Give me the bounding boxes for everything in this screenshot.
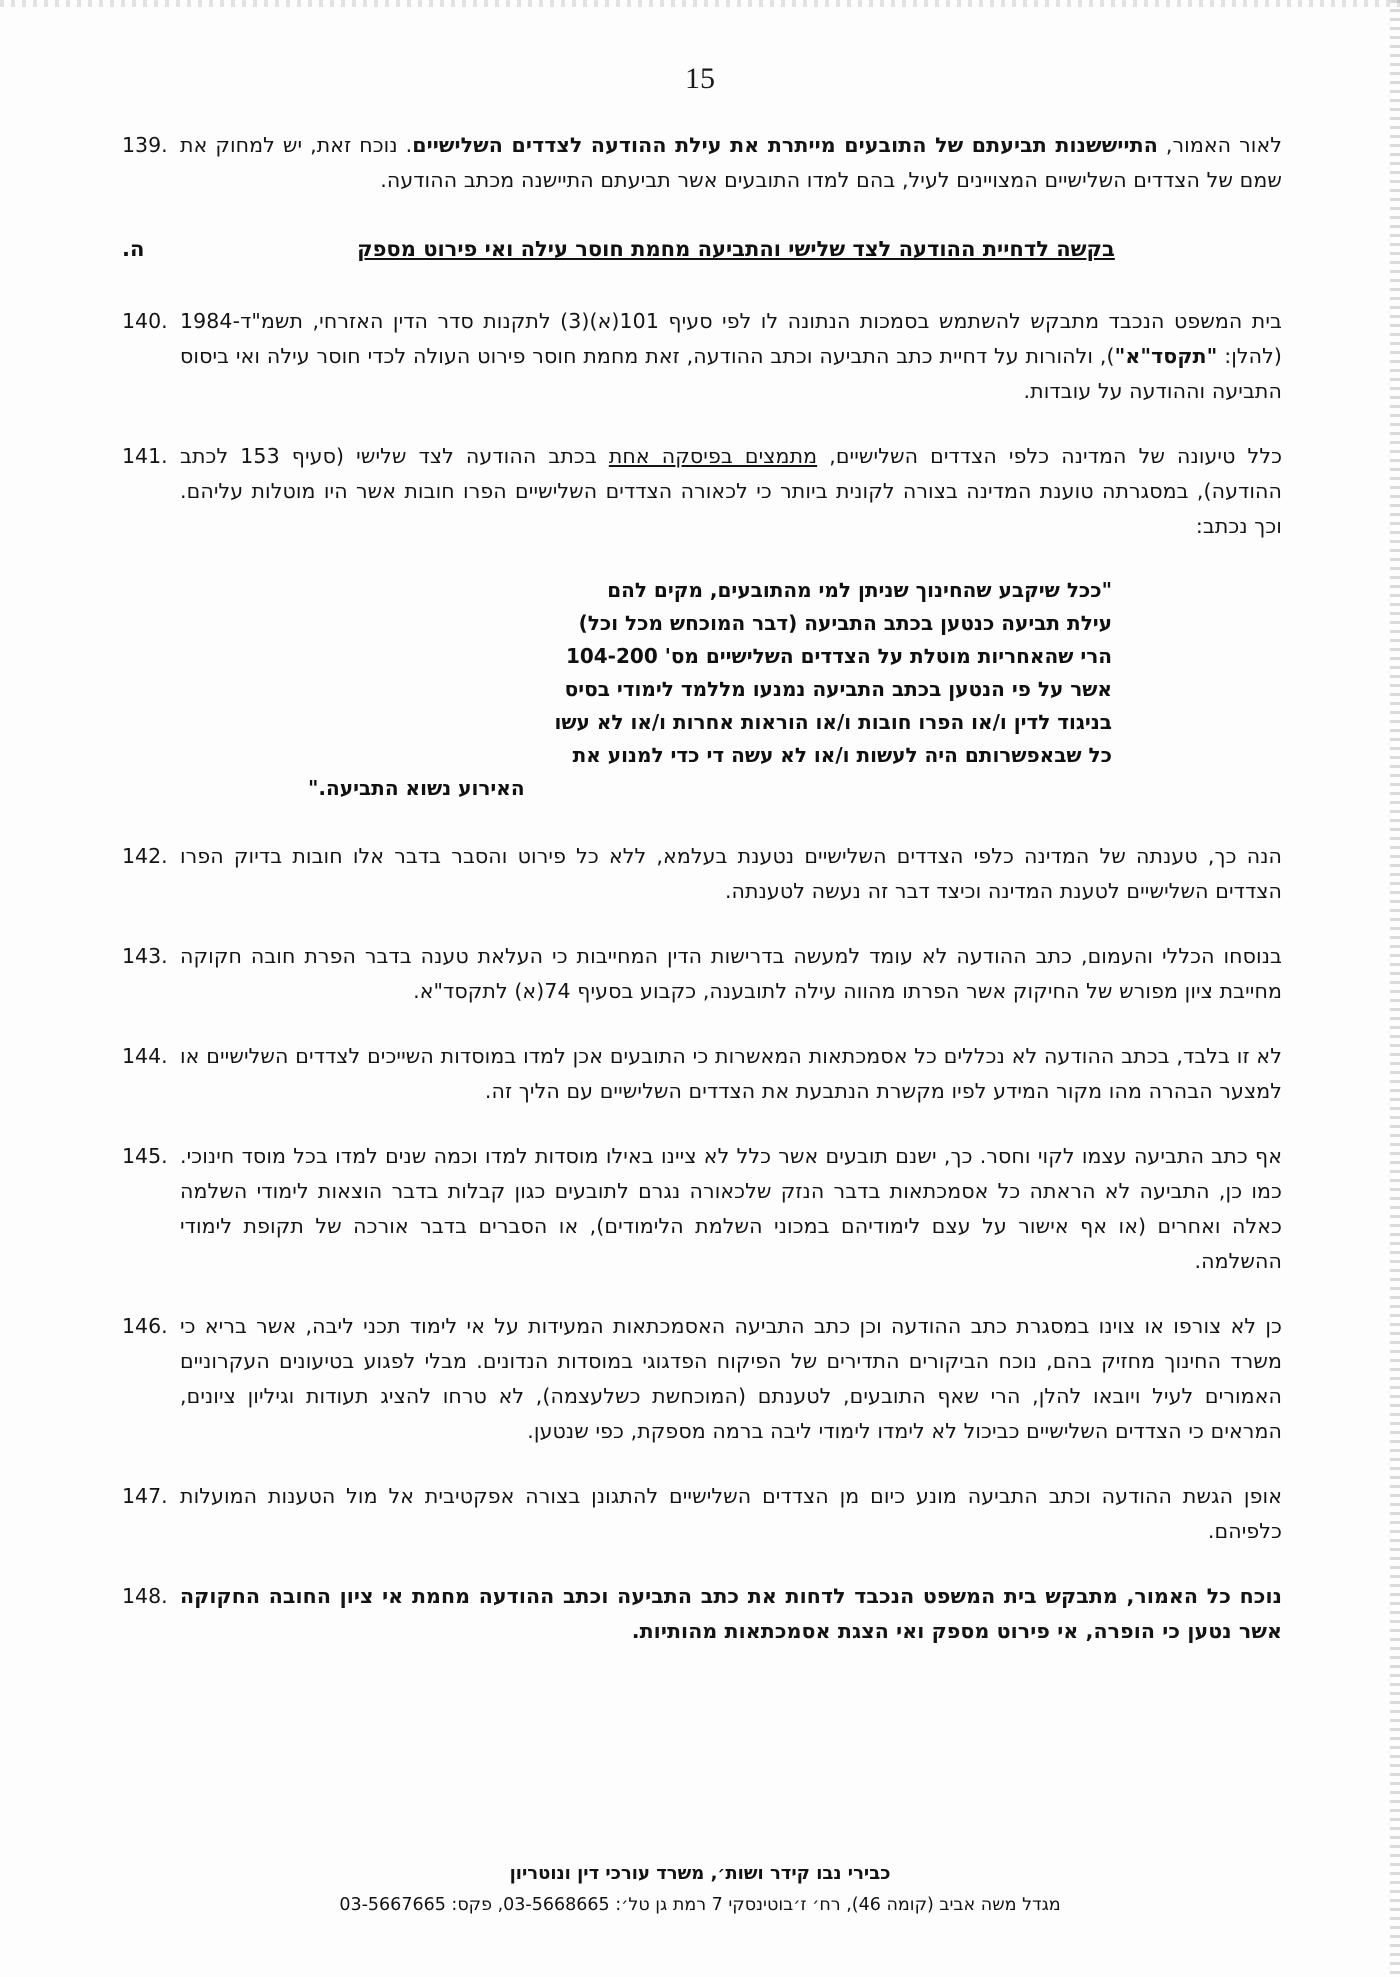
paragraph-141 — [118, 439, 1282, 544]
paragraph-number: 146. — [122, 1314, 168, 1338]
paragraph-140-text-a: בית המשפט הנכבד מתבקש להשתמש בסמכות הנתונה לו לפי סעיף 101(א)(3) לתקנות סדר הדין האזרחי, תשמ"ד-1984 (להלן: — [180, 309, 1282, 368]
paragraph-142 — [118, 839, 1282, 909]
paragraph-141-text-b: בכתב ההודעה לצד שלישי (סעיף 153 לכתב ההודעה), במסגרתה טוענת המדינה בצורה לקונית ביותר כי לכאורה הצדדים השלישיים הפרו חובות אשר היו מוטלות עליהם. וכך נכתב: — [180, 444, 1282, 538]
quote-line: האירוע נשוא התביעה." — [308, 776, 525, 800]
section-heading — [118, 232, 1282, 266]
paragraph-143 — [118, 939, 1282, 1009]
paragraph-139 — [118, 128, 1282, 198]
scan-artifact-right — [1390, 0, 1400, 1977]
paragraph-139-prefix: לאור האמור, — [1157, 133, 1283, 157]
quote-line: אשר על פי הנטען בכתב התביעה נמנעו מללמד לימודי בסיס — [564, 677, 1112, 701]
paragraph-number: 142. — [122, 844, 168, 868]
paragraph-text — [180, 128, 1282, 198]
paragraph-140-bold-term: "תקסד"א" — [1114, 344, 1218, 368]
paragraph-text: נוכח כל האמור, מתבקש בית המשפט הנכבד לדחות את כתב התביעה וכתב ההודעה מחמת אי ציון החובה החקוקה אשר נטען כי הופרה, אי פירוט מספק ואי הצגת אסמכתאות מהותיות. — [180, 1584, 1282, 1643]
paragraph-141-text-a: כלל טיעונה של המדינה כלפי הצדדים השלישיים, — [817, 444, 1283, 468]
paragraph-text: כן לא צורפו או צוינו במסגרת כתב ההודעה וכן כתב התביעה האסמכתאות המעידות על אי לימוד תכני ליבה, אשר בריא כי משרד החינוך מחזיק בהם, נוכח הביקורים התדירים של הפיקוח הפדגוגי במוסדות הנדונים. מבלי לפגוע בטיעונים העקרוניים האמורים לעיל ויובאו להלן, הרי שאף התובעים, לטענתם (המוכחשת כשלעצמה), לא טרחו להציג תעודות וגיליון ציונים, המראים כי הצדדים השלישיים כביכול לא לימדו לימודי ליבה ברמה מספקת, כפי שנטען. — [180, 1314, 1282, 1443]
document-body — [118, 128, 1282, 1679]
block-quote — [118, 574, 1282, 805]
page-footer — [0, 1860, 1400, 1919]
paragraph-141-underline-term: מתמצים בפיסקה אחת — [608, 444, 818, 468]
paragraph-number: 143. — [122, 944, 168, 968]
scan-artifact-top — [0, 0, 1400, 7]
paragraph-140-text-b: ), ולהורות על דחיית כתב התביעה וכתב ההודעה, זאת מחמת חוסר פירוט העולה לכדי חוסר עילה ואי ביסוס התביעה וההודעה על עובדות. — [180, 344, 1282, 403]
quote-line: כל שבאפשרותם היה לעשות ו/או לא עשה די כדי למנוע את — [572, 743, 1112, 767]
quote-line: "ככל שיקבע שהחינוך שניתן למי מהתובעים, מקים להם — [607, 578, 1112, 602]
section-title: בקשה לדחיית ההודעה לצד שלישי והתביעה מחמת חוסר עילה ואי פירוט מספק — [357, 237, 1115, 261]
paragraph-text — [180, 304, 1282, 409]
paragraph-145 — [118, 1139, 1282, 1279]
paragraph-number: 141. — [122, 444, 168, 468]
footer-firm-name: כבירי נבו קידר ושות׳, משרד עורכי דין ונוטריון — [509, 1863, 891, 1884]
paragraph-number: 140. — [122, 309, 168, 333]
paragraph-text: אף כתב התביעה עצמו לקוי וחסר. כך, ישנם תובעים אשר כלל לא ציינו באילו מוסדות למדו וכמה שנים למדו בכל מוסד חינוכי. כמו כן, התביעה לא הראתה כל אסמכתאות בדבר הנזק שלכאורה נגרם לתובעים כגון קבלות בדבר הוצאות לימודי השלמה כאלה ואחרים (או אף אישור על עצם לימודיהם במכוני השלמת הלימודים), או הסברים בדבר אורכה של תקופת לימודי ההשלמה. — [180, 1144, 1282, 1273]
paragraph-number: 147. — [122, 1484, 168, 1508]
paragraph-text: לא זו בלבד, בכתב ההודעה לא נכללים כל אסמכתאות המאשרות כי התובעים אכן למדו במוסדות השייכים לצדדים השלישיים או למצער הבהרה מהו מקור המידע לפיו מקשרת הנתבעת את הצדדים השלישיים עם הליך זה. — [180, 1044, 1282, 1103]
paragraph-144 — [118, 1039, 1282, 1109]
paragraph-140 — [118, 304, 1282, 409]
quote-line: עילת תביעה כנטען בכתב התביעה (דבר המוכחש מכל וכל) — [578, 611, 1112, 635]
quote-line: הרי שהאחריות מוטלת על הצדדים השלישיים מס' 104-200 — [565, 644, 1112, 668]
page-number: 15 — [685, 62, 715, 95]
paragraph-number: 144. — [122, 1044, 168, 1068]
footer-address: מגדל משה אביב (קומה 46), רח׳ ז׳בוטינסקי 7 רמת גן טל׳: 03-5668665, פקס: 03-5667665 — [339, 1895, 1061, 1915]
paragraph-number: 139. — [122, 133, 168, 157]
paragraph-139-rest: . נוכח זאת, יש למחוק את שמם של הצדדים השלישיים המצויינים לעיל, בהם למדו התובעים אשר תביעתם התיישנה מכתב ההודעה. — [180, 133, 1282, 192]
paragraph-text: אופן הגשת ההודעה וכתב התביעה מונע כיום מן הצדדים השלישיים להתגונן בצורה אפקטיבית אל מול הטענות המועלות כלפיהם. — [180, 1484, 1282, 1543]
paragraph-148 — [118, 1579, 1282, 1649]
paragraph-number: 145. — [122, 1144, 168, 1168]
paragraph-text — [180, 439, 1282, 544]
quote-line: בניגוד לדין ו/או הפרו חובות ו/או הוראות אחרות ו/או לא עשו — [554, 710, 1112, 734]
paragraph-147 — [118, 1479, 1282, 1549]
paragraph-139-bold-lead: התייששנות תביעתם של התובעים מייתרת את עילת ההודעה לצדדים השלישיים — [412, 133, 1158, 157]
paragraph-146 — [118, 1309, 1282, 1449]
paragraph-text: בנוסחו הכללי והעמום, כתב ההודעה לא עומד למעשה בדרישות הדין המחייבות כי העלאת טענה בדבר הפרת חובה חקוקה מחייבת ציון מפורש של החיקוק אשר הפרתו מהווה עילה לתובענה, כקבוע בסעיף 74(א) לתקסד"א. — [180, 944, 1282, 1003]
section-letter: ה. — [122, 237, 145, 261]
paragraph-text: הנה כך, טענתה של המדינה כלפי הצדדים השלישיים נטענת בעלמא, ללא כל פירוט והסבר בדבר אלו חובות בדיוק הפרו הצדדים השלישיים לטענת המדינה וכיצד דבר זה נעשה לטענתה. — [180, 844, 1282, 903]
paragraph-number: 148. — [122, 1584, 168, 1608]
